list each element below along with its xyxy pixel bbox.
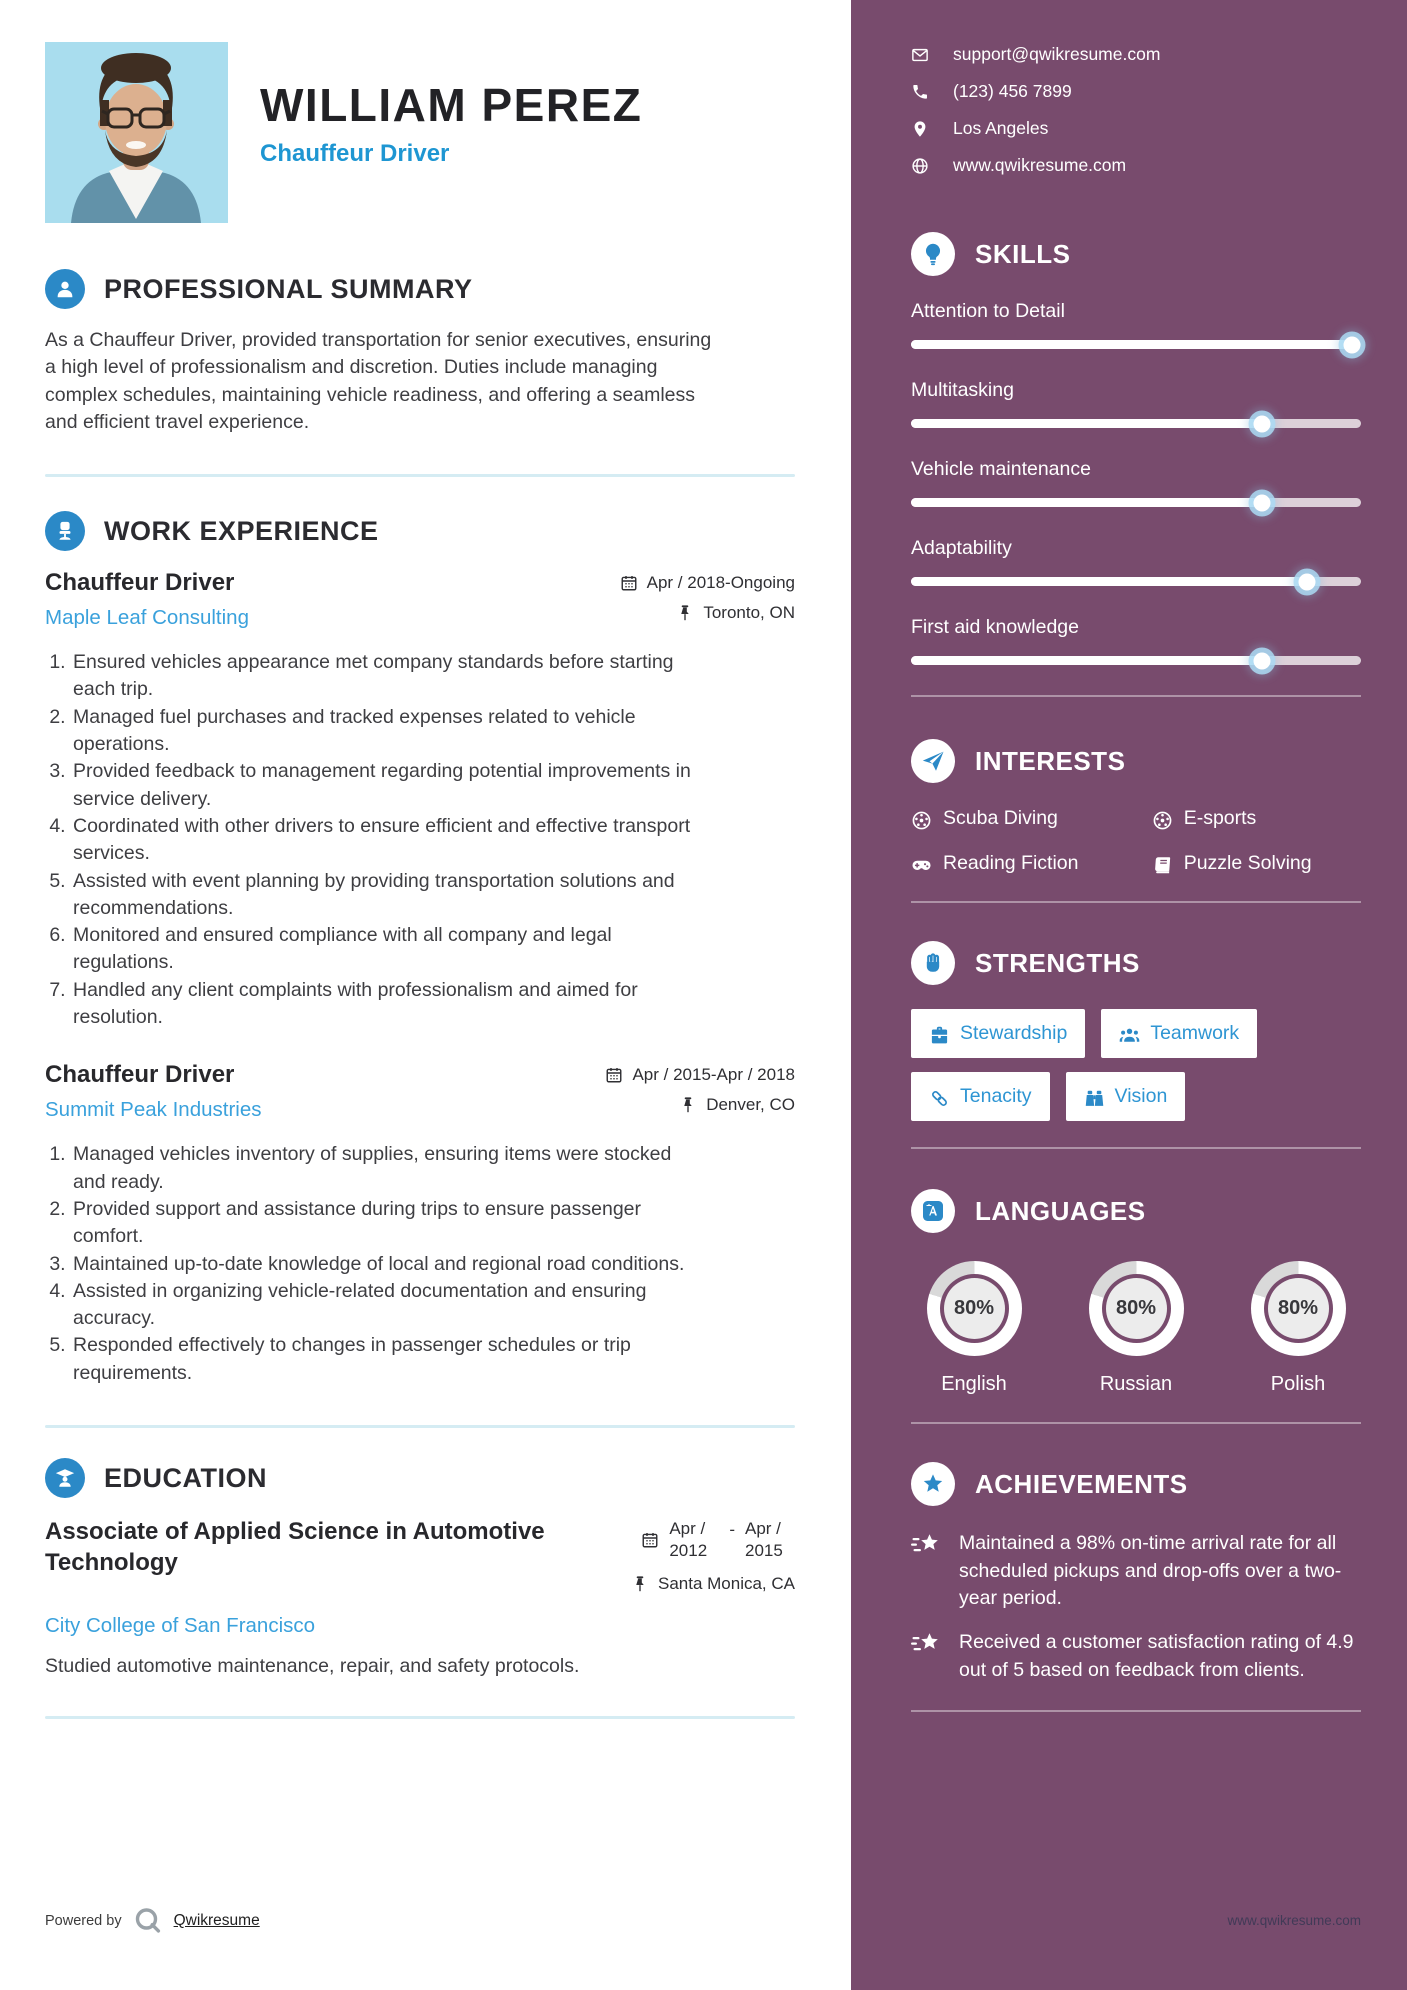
achievements-list — [911, 1530, 1361, 1684]
pushpin-icon — [631, 1575, 649, 1593]
person-icon — [45, 269, 85, 309]
skill-slider-knob[interactable] — [1254, 652, 1271, 669]
job-bullet: 3. Maintained up-to-date knowledge of local and regional road conditions. — [71, 1251, 700, 1278]
school-name[interactable]: City College of San Francisco — [45, 1614, 316, 1638]
skill-item — [911, 300, 1361, 349]
shooting-star-icon — [911, 1532, 942, 1613]
language-item — [1077, 1261, 1195, 1396]
strength-label: Stewardship — [960, 1022, 1068, 1044]
skill-slider-fill — [911, 498, 1262, 507]
fist-icon — [911, 941, 955, 985]
summary-section-header — [45, 269, 795, 309]
interest-item — [1152, 852, 1361, 875]
achievement-text: Maintained a 98% on-time arrival rate for all scheduled pickups and drop-offs over a two-year period. — [959, 1532, 1342, 1610]
skill-label: Adaptability — [911, 537, 1012, 559]
skill-item — [911, 616, 1361, 665]
section-education — [45, 1458, 795, 1678]
sidebar-divider — [911, 901, 1361, 903]
sidebar-divider — [911, 1710, 1361, 1712]
sidebar-divider — [911, 1422, 1361, 1424]
job-bullet: 2. Managed fuel purchases and tracked expenses related to vehicle operations. — [71, 704, 700, 759]
name-block — [260, 42, 642, 223]
education-section-header — [45, 1458, 795, 1498]
job-bullet: 5. Assisted with event planning by providing transportation solutions and recommendations. — [71, 868, 700, 923]
job-bullet: 5. Responded effectively to changes in passenger schedules or trip requirements. — [71, 1332, 700, 1387]
job-location-text: Denver, CO — [706, 1095, 795, 1115]
language-label: Russian — [1099, 1373, 1173, 1395]
job-bullet-list — [45, 649, 700, 1031]
contact-list — [911, 44, 1361, 176]
job-location-text: Toronto, ON — [703, 603, 795, 623]
ball-icon — [911, 810, 929, 828]
contact-item — [911, 118, 1361, 139]
skill-slider-track[interactable] — [911, 340, 1361, 349]
language-percent: 80% — [1106, 1278, 1167, 1339]
envelope-icon — [911, 46, 929, 64]
paper-plane-icon — [911, 739, 955, 783]
office-chair-icon — [45, 511, 85, 551]
globe-icon — [911, 157, 929, 175]
book-icon — [1152, 855, 1170, 873]
education-heading: EDUCATION — [104, 1462, 267, 1493]
language-percent: 80% — [1268, 1278, 1329, 1339]
achievement-item — [911, 1629, 1361, 1684]
interest-label: Puzzle Solving — [1183, 852, 1312, 874]
languages-section-header — [911, 1189, 1361, 1233]
divider — [45, 474, 795, 477]
language-donut — [1251, 1261, 1346, 1356]
achievements-heading: ACHIEVEMENTS — [975, 1468, 1188, 1499]
site-url: www.qwikresume.com — [1227, 1913, 1361, 1928]
sidebar-divider — [911, 1147, 1361, 1149]
strength-chip — [911, 1072, 1050, 1121]
skill-slider-knob[interactable] — [1254, 415, 1271, 432]
achievements-section-header — [911, 1462, 1361, 1506]
language-donut — [927, 1261, 1022, 1356]
chain-icon — [929, 1088, 947, 1106]
skill-slider-track[interactable] — [911, 498, 1361, 507]
briefcase-icon — [929, 1025, 947, 1043]
company-name[interactable]: Summit Peak Industries — [45, 1098, 262, 1122]
skill-slider-track[interactable] — [911, 419, 1361, 428]
company-name[interactable]: Maple Leaf Consulting — [45, 606, 249, 630]
interest-label: Scuba Diving — [943, 807, 1058, 829]
job-bullet: 6. Monitored and ensured compliance with all company and legal regulations. — [71, 922, 700, 977]
skill-label: Attention to Detail — [911, 300, 1065, 322]
contact-text: (123) 456 7899 — [953, 81, 1072, 101]
language-percent: 80% — [944, 1278, 1005, 1339]
job-location — [560, 603, 795, 623]
education-description: Studied automotive maintenance, repair, and safety protocols. — [45, 1655, 580, 1678]
job-entry — [45, 1061, 795, 1387]
skill-slider-knob[interactable] — [1299, 573, 1316, 590]
education-date-end: Apr / 2015 — [745, 1519, 783, 1561]
interest-label: E-sports — [1183, 807, 1257, 829]
interests-section-header — [911, 739, 1361, 783]
interest-item — [1152, 807, 1361, 830]
job-date-text: Apr / 2018-Ongoing — [646, 573, 795, 593]
team-icon — [1119, 1025, 1137, 1043]
skill-slider-fill — [911, 577, 1307, 586]
skills-section-header — [911, 232, 1361, 276]
candidate-name: WILLIAM PEREZ — [260, 79, 643, 131]
skill-label: Vehicle maintenance — [911, 458, 1091, 480]
jobs — [45, 569, 795, 1387]
strength-label: Tenacity — [960, 1085, 1032, 1107]
interests-grid — [911, 807, 1361, 875]
date-separator: - — [729, 1520, 735, 1540]
strengths-section-header — [911, 941, 1361, 985]
job-header — [45, 1061, 795, 1125]
sidebar-divider — [911, 695, 1361, 697]
contact-item[interactable] — [911, 155, 1361, 176]
language-item — [1239, 1261, 1357, 1396]
strength-chip — [1101, 1009, 1257, 1058]
interest-label: Reading Fiction — [943, 852, 1079, 874]
job-dates — [560, 573, 795, 593]
skill-slider-track[interactable] — [911, 577, 1361, 586]
contact-item[interactable] — [911, 44, 1361, 65]
resume-header — [45, 42, 795, 223]
work-heading: WORK EXPERIENCE — [104, 515, 379, 546]
job-title: Chauffeur Driver — [45, 569, 235, 597]
star-icon — [911, 1462, 955, 1506]
phone-icon — [911, 83, 929, 101]
qwikresume-logo-icon — [133, 1906, 163, 1936]
job-dates — [560, 1065, 795, 1085]
contact-text: Los Angeles — [953, 118, 1049, 138]
skill-slider-knob[interactable] — [1254, 494, 1271, 511]
language-label: Polish — [1270, 1373, 1326, 1395]
languages-heading: LANGUAGES — [975, 1195, 1146, 1226]
strength-chip — [1066, 1072, 1186, 1121]
pushpin-icon — [679, 1096, 697, 1114]
skill-slider-fill — [911, 419, 1262, 428]
powered-by-footer — [45, 1906, 260, 1936]
calendar-icon — [641, 1531, 659, 1549]
pushpin-icon — [676, 604, 694, 622]
skill-slider-knob[interactable] — [1344, 336, 1361, 353]
job-bullet: 2. Provided support and assistance during trips to ensure passenger comfort. — [71, 1196, 700, 1251]
work-section-header — [45, 511, 795, 551]
job-bullet: 4. Coordinated with other drivers to ensure efficient and effective transport services. — [71, 813, 700, 868]
job-bullet: 4. Assisted in organizing vehicle-related documentation and ensuring accuracy. — [71, 1278, 700, 1333]
job-bullet: 1. Managed vehicles inventory of supplies, ensuring items were stocked and ready. — [71, 1141, 700, 1196]
candidate-title: Chauffeur Driver — [260, 139, 450, 167]
languages-row — [911, 1261, 1361, 1396]
calendar-icon — [620, 574, 638, 592]
graduate-icon — [45, 1458, 85, 1498]
interest-item — [911, 807, 1152, 830]
job-date-text: Apr / 2015-Apr / 2018 — [632, 1065, 795, 1085]
achievement-item — [911, 1530, 1361, 1613]
strength-label: Teamwork — [1150, 1022, 1240, 1044]
job-header — [45, 569, 795, 633]
divider — [45, 1425, 795, 1428]
divider — [45, 1716, 795, 1719]
education-dates — [560, 1518, 795, 1562]
interests-heading: INTERESTS — [975, 745, 1126, 776]
education-date-start: Apr / 2012 — [669, 1519, 708, 1561]
skill-slider-fill — [911, 340, 1352, 349]
binoculars-icon — [1084, 1088, 1102, 1106]
skill-label: Multitasking — [911, 379, 1014, 401]
strengths-heading: STRENGTHS — [975, 947, 1140, 978]
qwikresume-link[interactable]: Qwikresume — [173, 1912, 260, 1929]
summary-text: As a Chauffeur Driver, provided transportation for senior executives, ensuring a high level of professionalism and discretion. Duties include managing complex schedules, maintaining vehicle readiness, and offering a seamless and efficient travel experience. — [45, 329, 712, 433]
job-location — [560, 1095, 795, 1115]
skill-slider-track[interactable] — [911, 656, 1361, 665]
marker-icon — [911, 120, 929, 138]
job-bullet: 3. Provided feedback to management regarding potential improvements in service delivery. — [71, 758, 700, 813]
job-bullet: 1. Ensured vehicles appearance met company standards before starting each trip. — [71, 649, 700, 704]
shooting-star-icon — [911, 1631, 942, 1684]
job-entry — [45, 569, 795, 1031]
strength-label: Vision — [1114, 1085, 1168, 1107]
language-item — [915, 1261, 1033, 1396]
contact-text: support@qwikresume.com — [953, 44, 1161, 64]
interest-item — [911, 852, 1152, 875]
job-title: Chauffeur Driver — [45, 1061, 235, 1089]
section-work-experience — [45, 511, 795, 1387]
achievement-text: Received a customer satisfaction rating of 4.9 out of 5 based on feedback from clients. — [959, 1631, 1354, 1681]
skill-label: First aid knowledge — [911, 616, 1079, 638]
education-location: Santa Monica, CA — [560, 1574, 795, 1594]
job-bullet: 7. Handled any client complaints with professionalism and aimed for resolution. — [71, 977, 700, 1032]
education-entry — [45, 1516, 795, 1604]
translate-icon — [911, 1189, 955, 1233]
skills-list — [911, 300, 1361, 665]
skill-slider-fill — [911, 656, 1262, 665]
calendar-icon — [605, 1066, 623, 1084]
job-bullet-list — [45, 1141, 700, 1387]
ball-icon — [1152, 810, 1170, 828]
skill-item — [911, 537, 1361, 586]
powered-by-label: Powered by — [45, 1913, 122, 1929]
degree-title: Associate of Applied Science in Automotive Technology — [45, 1518, 545, 1577]
strengths-list — [911, 1009, 1361, 1121]
skill-item — [911, 458, 1361, 507]
skill-item — [911, 379, 1361, 428]
summary-heading: PROFESSIONAL SUMMARY — [104, 273, 473, 304]
contact-item — [911, 81, 1361, 102]
language-label: English — [941, 1373, 1007, 1395]
skills-heading: SKILLS — [975, 238, 1071, 269]
sidebar — [851, 0, 1407, 1990]
language-donut — [1089, 1261, 1184, 1356]
profile-photo — [45, 42, 228, 223]
section-professional-summary — [45, 269, 795, 436]
contact-text: www.qwikresume.com — [953, 155, 1127, 175]
strength-chip — [911, 1009, 1085, 1058]
gamepad-icon — [911, 855, 929, 873]
bulb-icon — [911, 232, 955, 276]
